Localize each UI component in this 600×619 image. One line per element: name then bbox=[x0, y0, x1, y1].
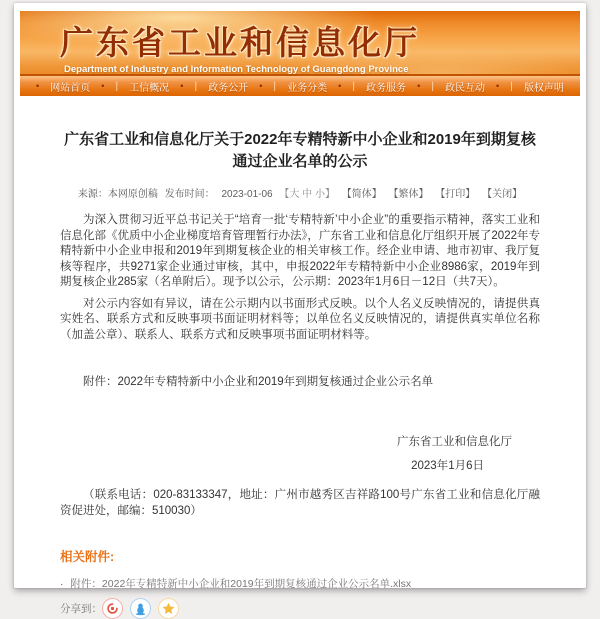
nav-bullet-icon: • bbox=[36, 81, 40, 91]
font-size-control[interactable]: 【大 中 小】 bbox=[279, 189, 335, 200]
contact-info: （联系电话：020-83133347，地址：广州市越秀区吉祥路100号广东省工业和信息化厅融资促进处，邮编：510030） bbox=[60, 489, 540, 517]
attachment-download-link[interactable]: 附件：2022年专精特新中小企业和2019年到期复核通过企业公示名单.xlsx bbox=[70, 578, 412, 590]
signature-organization: 广东省工业和信息化厅 bbox=[397, 436, 512, 448]
nav-bullet-icon: • bbox=[180, 81, 184, 91]
nav-separator: | bbox=[273, 80, 277, 92]
traditional-chinese-button[interactable]: 【繁体】 bbox=[388, 189, 429, 200]
attachment-list-item bbox=[60, 576, 540, 591]
nav-bullet-icon: • bbox=[338, 81, 342, 91]
publish-date: 2023-01-06 bbox=[221, 189, 273, 200]
nav-bullet-icon: • bbox=[101, 81, 105, 91]
main-nav bbox=[20, 74, 580, 96]
share-row bbox=[60, 598, 540, 619]
print-button[interactable]: 【打印】 bbox=[435, 189, 476, 200]
nav-item-gov-affairs[interactable]: 政务公开 bbox=[208, 82, 249, 94]
nav-item-business[interactable]: 业务分类 bbox=[287, 82, 328, 94]
nav-separator: | bbox=[115, 80, 119, 92]
article-source: 来源：本网原创稿 bbox=[77, 189, 158, 200]
site-title: 广东省工业和信息化厅 bbox=[60, 24, 420, 61]
nav-bullet-icon: • bbox=[417, 81, 421, 91]
article-content bbox=[14, 129, 586, 619]
weibo-share-icon[interactable] bbox=[102, 598, 123, 619]
share-label: 分享到： bbox=[60, 603, 102, 615]
nav-separator: | bbox=[510, 80, 513, 92]
nav-separator: | bbox=[431, 80, 434, 92]
article-title: 广东省工业和信息化厅关于2022年专精特新中小企业和2019年到期复核通过企业名单的公示 bbox=[64, 131, 536, 170]
paragraph: 为深入贯彻习近平总书记关于“培育一批‘专精特新’中小企业”的重要指示精神，落实工业和信息化部《优质中小企业梯度培育管理暂行办法》，广东省工业和信息化厅组织开展了2022年专精特新中小企业申报和2019年到期复核企业的相关审核工作。经企业申请、地市初审、我厅复核等程序，共9271家企业通过审核，其中，申报2022年专精特新中小企业8986家，2019年到期复核企业285家（名单附后）。现予以公示，公示期：2023年1月6日－12日（共7天）。 bbox=[60, 214, 540, 288]
nav-item-services[interactable]: 政务服务 bbox=[366, 82, 407, 94]
site-subtitle: Department of Industry and Information Technology of Guangdong Province bbox=[64, 64, 409, 75]
close-button[interactable]: 【关闭】 bbox=[482, 189, 523, 200]
nav-item-copyright[interactable]: 版权声明 bbox=[523, 82, 564, 94]
attachment-reference-line: 附件：2022年专精特新中小企业和2019年到期复核通过企业公示名单 bbox=[83, 376, 434, 388]
nav-item-overview[interactable]: 工信概况 bbox=[129, 82, 170, 94]
nav-separator: | bbox=[352, 80, 355, 92]
nav-bullet-icon: • bbox=[496, 81, 500, 91]
paragraph: 对公示内容如有异议，请在公示期内以书面形式反映。以个人名义反映情况的，请提供真实姓名、联系方式和反映事项书面证明材料等；以单位名义反映情况的，请提供真实单位名称（加盖公章）、联系人、联系方式和反映事项书面证明材料等。 bbox=[60, 297, 540, 341]
simplified-chinese-button[interactable]: 【简体】 bbox=[341, 189, 382, 200]
content-card bbox=[14, 3, 586, 615]
nav-item-home[interactable]: 网站首页 bbox=[50, 82, 91, 94]
qq-share-icon[interactable] bbox=[130, 598, 151, 619]
related-attachments-heading: 相关附件: bbox=[60, 550, 115, 564]
nav-item-interaction[interactable]: 政民互动 bbox=[444, 82, 485, 94]
article-meta bbox=[60, 185, 540, 200]
nav-bullet-icon: • bbox=[259, 81, 263, 91]
list-bullet-icon: · bbox=[60, 578, 64, 590]
publish-time-label: 发布时间： bbox=[164, 189, 215, 200]
favorite-star-icon[interactable] bbox=[158, 598, 179, 619]
nav-separator: | bbox=[194, 80, 198, 92]
site-banner bbox=[20, 11, 580, 74]
related-attachments-section bbox=[60, 547, 540, 619]
signature-date: 2023年1月6日 bbox=[411, 460, 484, 472]
